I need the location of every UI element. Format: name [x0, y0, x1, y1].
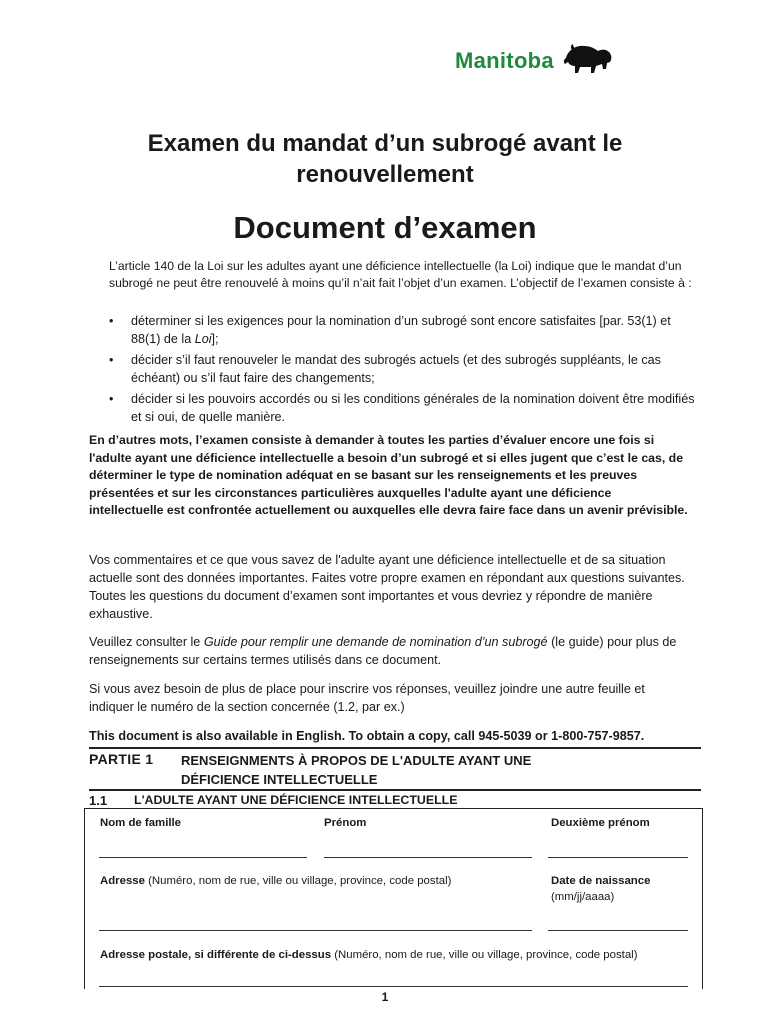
bison-icon	[560, 42, 616, 80]
intro-paragraph: L’article 140 de la Loi sur les adultes ayant une déficience intellectuelle (la Loi) indique que le mandat d’un subrogé ne peut être renouvelé à moins qu’il n’ait fait l’objet d’un examen. L’objectif de l’examen consiste à :	[109, 259, 692, 290]
bullet-italic: Loi	[194, 331, 212, 346]
guide-text-end: (le guide) pour plus de renseignements sur certains termes utilisés dans ce document.	[89, 635, 677, 667]
bullet-icon: •	[109, 314, 114, 328]
list-item	[109, 352, 701, 387]
last-name-label: Nom de famille	[100, 817, 182, 829]
middle-name-label: Deuxième prénom	[551, 817, 650, 829]
dob-label: Date de naissance	[551, 875, 651, 887]
document-title: Document d’examen	[233, 210, 537, 245]
part-title: RENSEIGNMENTS À PROPOS DE L'ADULTE AYANT UNE DÉFICIENCE INTELLECTUELLE	[181, 753, 532, 787]
section-number: 1.1	[89, 793, 108, 808]
mailing-address-label: Adresse postale, si différente de ci-dessus (Numéro, nom de rue, ville ou village, province, code postal)	[100, 949, 638, 961]
logo-text: Manitoba	[455, 48, 554, 73]
guide-title: Guide pour remplir une demande de nomination d’un subrogé	[203, 635, 548, 649]
guide-paragraph	[89, 633, 689, 669]
first-name-field[interactable]	[324, 857, 532, 858]
bullet-text: décider s’il faut renouveler le mandat des subrogés actuels (et des subrogés suppléants, le cas échéant) ou s’il faut faire des changements;	[131, 353, 661, 385]
form-section-box	[84, 808, 703, 989]
page-number: 1	[381, 990, 389, 1004]
address-field[interactable]	[99, 930, 532, 931]
comments-paragraph: Vos commentaires et ce que vous savez de l'adulte ayant une déficience intellectuelle et de sa situation actuelle sont des données importantes. Faites votre propre examen en répondant aux questions suivantes. Toutes les questions du document d’examen sont importantes et vous devriez y répondre de manière exhaustive.	[89, 553, 685, 621]
mailing-address-field[interactable]	[99, 986, 688, 987]
manitoba-logo	[455, 42, 615, 82]
list-item	[109, 313, 701, 348]
guide-text: Veuillez consulter le	[89, 635, 204, 649]
divider	[89, 789, 701, 791]
english-note: This document is also available in English. To obtain a copy, call 945-5039 or 1-800-757-9857.	[89, 729, 645, 743]
divider	[89, 747, 701, 749]
dob-format: (mm/jj/aaaa)	[551, 891, 615, 903]
middle-name-field[interactable]	[548, 857, 688, 858]
dob-field[interactable]	[548, 930, 688, 931]
extra-space-paragraph: Si vous avez besoin de plus de place pour inscrire vos réponses, veuillez joindre une autre feuille et indiquer le numéro de la section concernée (1.2, par ex.)	[89, 682, 645, 714]
address-label: Adresse (Numéro, nom de rue, ville ou village, province, code postal)	[100, 875, 452, 887]
last-name-field[interactable]	[99, 857, 307, 858]
bullet-text-end: ];	[211, 331, 219, 346]
summary-paragraph: En d’autres mots, l’examen consiste à demander à toutes les parties d’évaluer encore une fois si l'adulte ayant une déficience intellectuelle a besoin d’un subrogé et si elles jugent que c’est le cas, de déterminer le type de nomination adéquat en se basant sur les renseignements et les preuves présentées et sur les circonstances particulières auxquelles l'adulte ayant une déficience intellectuelle est confrontée actuellement ou auxquelles elle devra faire face dans un avenir prévisible.	[89, 433, 688, 517]
bullet-icon: •	[109, 392, 114, 406]
list-item	[109, 391, 701, 426]
bullet-icon: •	[109, 353, 114, 367]
bullet-text: déterminer si les exigences pour la nomination d’un subrogé sont encore satisfaites [par. 53(1) et 88(1) de la	[131, 314, 671, 346]
bullet-text: décider si les pouvoirs accordés ou si les conditions générales de la nomination doivent être modifiés et si oui, de quelle manière.	[131, 392, 695, 424]
document-subtitle: Examen du mandat d’un subrogé avant le renouvellement	[147, 130, 623, 188]
first-name-label: Prénom	[324, 817, 367, 829]
part-label: PARTIE 1	[89, 751, 154, 767]
section-title: L'ADULTE AYANT UNE DÉFICIENCE INTELLECTUELLE	[134, 793, 458, 807]
objectives-list	[109, 313, 701, 430]
